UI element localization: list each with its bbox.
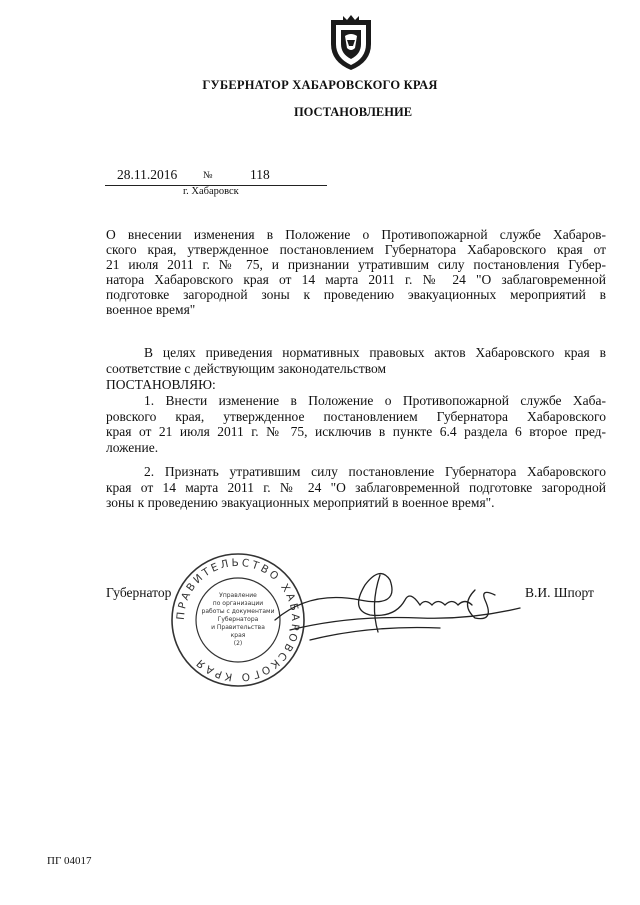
title-line: подготовке загородной зоны к проведению эвакуационных мероприятий в: [106, 287, 606, 302]
document-date: 28.11.2016: [117, 167, 178, 182]
item-2-line: края от 14 марта 2011 г. № 24 "О заблаговременной подготовке загородной: [106, 479, 606, 495]
preamble-line: В целях приведения нормативных правовых актов Хабаровского края в: [144, 345, 606, 360]
title-line: 21 июля 2011 г. № 75, и признании утратившим силу постановления Губер-: [106, 257, 606, 272]
signer-role: Губернатор: [106, 585, 172, 600]
coat-of-arms-icon: [327, 14, 375, 72]
item-2-paragraph: [106, 464, 606, 511]
title-line: натора Хабаровского края от 14 марта 2011 г. № 24 "О заблаговременной: [106, 272, 606, 287]
handwritten-signature: [270, 560, 530, 650]
title-line: ского края, утвержденное постановлением Губернатора Хабаровского края от: [106, 242, 606, 257]
issuer-title: ГУБЕРНАТОР ХАБАРОВСКОГО КРАЯ: [202, 78, 438, 92]
document-city: г. Хабаровск: [183, 186, 239, 197]
preamble-paragraph: [106, 345, 606, 376]
footer-code: ПГ 04017: [47, 855, 92, 867]
item-1-line: ровского края, утвержденное постановлением Губернатора Хабаровского: [106, 408, 606, 424]
title-line: военное время": [106, 302, 196, 317]
svg-text:Губернатора: Губернатора: [217, 616, 259, 623]
svg-text:ПРАВИТЕЛЬСТВО ХАБАРОВСКОГО КРА: ПРАВИТЕЛЬСТВО ХАБАРОВСКОГО КРАЯ: [174, 556, 302, 684]
item-2-line: 2. Признать утратившим силу постановление Губернатора Хабаровского: [144, 464, 606, 479]
decree-word: ПОСТАНОВЛЯЮ:: [106, 377, 216, 392]
item-1-paragraph: [106, 393, 606, 455]
svg-text:края: края: [230, 632, 246, 639]
item-1-line: 1. Внести изменение в Положение о Противопожарной службе Хаба-: [144, 393, 606, 408]
svg-text:работы с документами: работы с документами: [201, 608, 275, 615]
svg-text:и Правительства: и Правительства: [211, 624, 265, 631]
document-title: [106, 227, 606, 317]
item-2-line: зоны к проведению эвакуационных мероприятий в военное время".: [106, 495, 495, 510]
number-sign: №: [203, 170, 213, 181]
item-1-line: ложение.: [106, 439, 159, 455]
svg-text:Управление: Управление: [219, 592, 257, 599]
document-number: 118: [250, 167, 270, 182]
document-type: ПОСТАНОВЛЕНИЕ: [293, 105, 413, 119]
item-1-line: края от 21 июля 2011 г. № 75, исключив в пункте 6.4 раздела 6 второе пред-: [106, 424, 606, 439]
registration-line: [105, 167, 327, 186]
svg-text:по организации: по организации: [212, 600, 264, 607]
preamble-line: соответствие с действующим законодательством: [106, 360, 387, 376]
signer-name: В.И. Шпорт: [525, 585, 594, 600]
title-line: О внесении изменения в Положение о Противопожарной службе Хабаров-: [106, 227, 606, 242]
svg-text:(2): (2): [233, 640, 243, 647]
